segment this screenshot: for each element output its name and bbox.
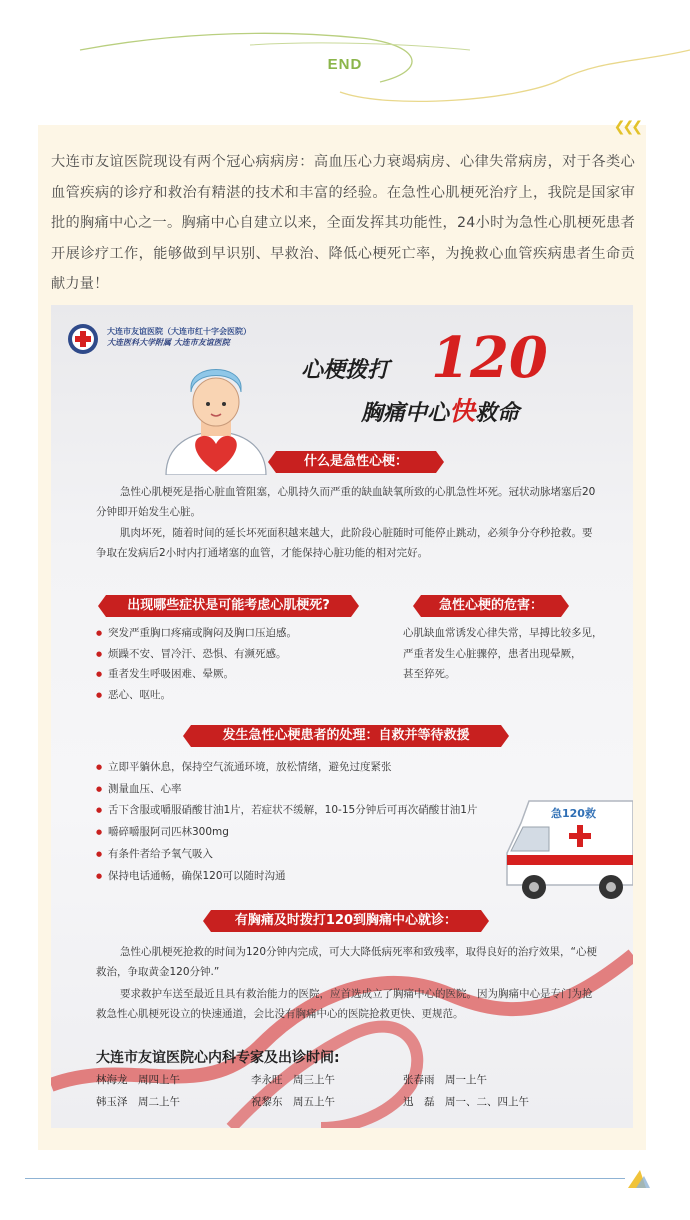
headline-highlight: 快 — [449, 397, 476, 427]
section-title-harm: 急性心梗的危害： — [421, 595, 561, 617]
section-title-symptoms: 出现哪些症状是可能考虑心肌梗死? — [106, 595, 351, 617]
doctor-name: 韩玉泽 — [96, 1096, 128, 1108]
doctor-name: 迅 磊 — [403, 1096, 435, 1108]
harm-line: 心肌缺血常诱发心律失常，早搏比较多见， — [403, 627, 603, 639]
list-item: ● 嚼碎嚼服阿司匹林300mg — [96, 822, 526, 844]
doctor-name: 李永旺 — [251, 1074, 283, 1086]
ambulance-label: 急120救 — [551, 807, 596, 820]
symptom-list — [96, 623, 396, 705]
section5-para2: 要求救护车送至最近且具有救治能力的医院，应首选成立了胸痛中心的医院。因为胸痛中心是专门为抢救急性心肌梗死设立的快速通道，会比没有胸痛中心的医院抢救更快、更规范。 — [96, 988, 593, 1020]
heart-attack-poster — [51, 305, 633, 1128]
doctor-name: 祝黎东 — [251, 1096, 283, 1108]
list-item: ● 烦躁不安、冒冷汗、恐惧、有濒死感。 — [96, 644, 396, 665]
list-item: ● 测量血压、心率 — [96, 779, 526, 801]
doctors-title: 大连市友谊医院心内科专家及出诊时间: — [96, 1050, 340, 1066]
list-item: ● 恶心、呕吐。 — [96, 685, 396, 706]
list-item: ● 立即平躺休息，保持空气流通环境，放松情绪，避免过度紧张 — [96, 757, 526, 779]
doctor-entry — [251, 1072, 335, 1087]
doctor-time: 周二上午 — [138, 1096, 180, 1108]
section-title-what-is: 什么是急性心梗： — [276, 451, 436, 473]
doctor-entry — [96, 1094, 180, 1109]
harm-line: 严重者发生心脏骤停，患者出现晕厥， — [403, 647, 582, 660]
list-item: ● 保持电话通畅，确保120可以随时沟通 — [96, 866, 526, 888]
doctor-illustration-icon — [151, 360, 281, 475]
harm-line: 甚至猝死。 — [403, 668, 456, 680]
hospital-logo-icon — [67, 323, 99, 355]
list-item: ● 有条件者给予氧气吸入 — [96, 844, 526, 866]
section-title-call-120: 有胸痛及时拨打120到胸痛中心就诊： — [211, 910, 481, 932]
doctor-time: 周一、二、四上午 — [445, 1096, 529, 1108]
headline-part1: 心梗拨打 — [301, 358, 390, 383]
doctor-entry — [96, 1072, 180, 1087]
list-item: ● 重者发生呼吸困难、晕厥。 — [96, 664, 396, 685]
headline-part2a: 胸痛中心 — [361, 401, 450, 426]
headline-part2 — [361, 391, 519, 428]
bottom-divider — [25, 1178, 625, 1179]
section-title-handling: 发生急性心梗患者的处理：自救并等待救援 — [191, 725, 501, 747]
doctor-time: 周一上午 — [445, 1074, 487, 1086]
article-card — [38, 119, 646, 1150]
handling-list — [96, 757, 526, 887]
section1-para1: 急性心肌梗死是指心脏血管阻塞，心肌持久而严重的缺血缺氧所致的心肌急性坏死。冠状动脉堵塞后20分钟即开始发生心脏。 — [96, 486, 596, 518]
doctor-entry — [251, 1094, 335, 1109]
headline-part2b: 救命 — [475, 401, 520, 426]
hospital-name — [107, 326, 251, 348]
hospital-name-line1: 大连市友谊医院（大连市红十字会医院） — [107, 327, 251, 336]
chevron-left-icon: ❮❮❮ — [613, 119, 640, 135]
doctor-entry — [403, 1072, 487, 1087]
section1-para2: 肌肉坏死，随着时间的延长坏死面积越来越大，此阶段心脏随时可能停止跳动，必须争分夺秒抢救。要争取在发病后2小时内打通堵塞的血管，才能保持心脏功能的相对完好。 — [96, 527, 593, 559]
hospital-name-line2: 大连医科大学附属 大连市友谊医院 — [107, 338, 230, 347]
doctor-time: 周四上午 — [138, 1074, 180, 1086]
doctor-entry — [403, 1094, 529, 1109]
end-label: END — [327, 56, 363, 73]
doctor-time: 周三上午 — [293, 1074, 335, 1086]
doctor-time: 周五上午 — [293, 1096, 335, 1108]
doctor-name: 张春雨 — [403, 1074, 435, 1086]
harm-text — [403, 623, 633, 685]
doctor-name: 林海龙 — [96, 1074, 128, 1086]
section5-para1: 急性心肌梗死抢救的时间为120分钟内完成，可大大降低病死率和致残率，取得良好的治疗效果，“心梗救治，争取黄金120分钟.” — [96, 946, 597, 978]
list-item: ● 舌下含服或嚼服硝酸甘油1片，若症状不缓解，10-15分钟后可再次硝酸甘油1片 — [96, 800, 526, 822]
headline-number: 120 — [431, 325, 548, 391]
intro-paragraph: 大连市友谊医院现设有两个冠心病病房：高血压心力衰竭病房、心律失常病房，对于各类心血管疾病的诊疗和救治有精湛的技术和丰富的经验。在急性心肌梗死治疗上，我院是国家审批的胸痛中心之一。胸痛中心自建立以来，全面发挥其功能性，24小时为急性心肌梗死患者开展诊疗工作，能够做到早识别、早救治、降低心梗死亡率，为挽救心血管疾病患者生命贡献力量！ — [51, 154, 635, 292]
triangle-decoration-icon — [624, 1168, 652, 1190]
list-item: ● 突发严重胸口疼痛或胸闷及胸口压迫感。 — [96, 623, 396, 644]
